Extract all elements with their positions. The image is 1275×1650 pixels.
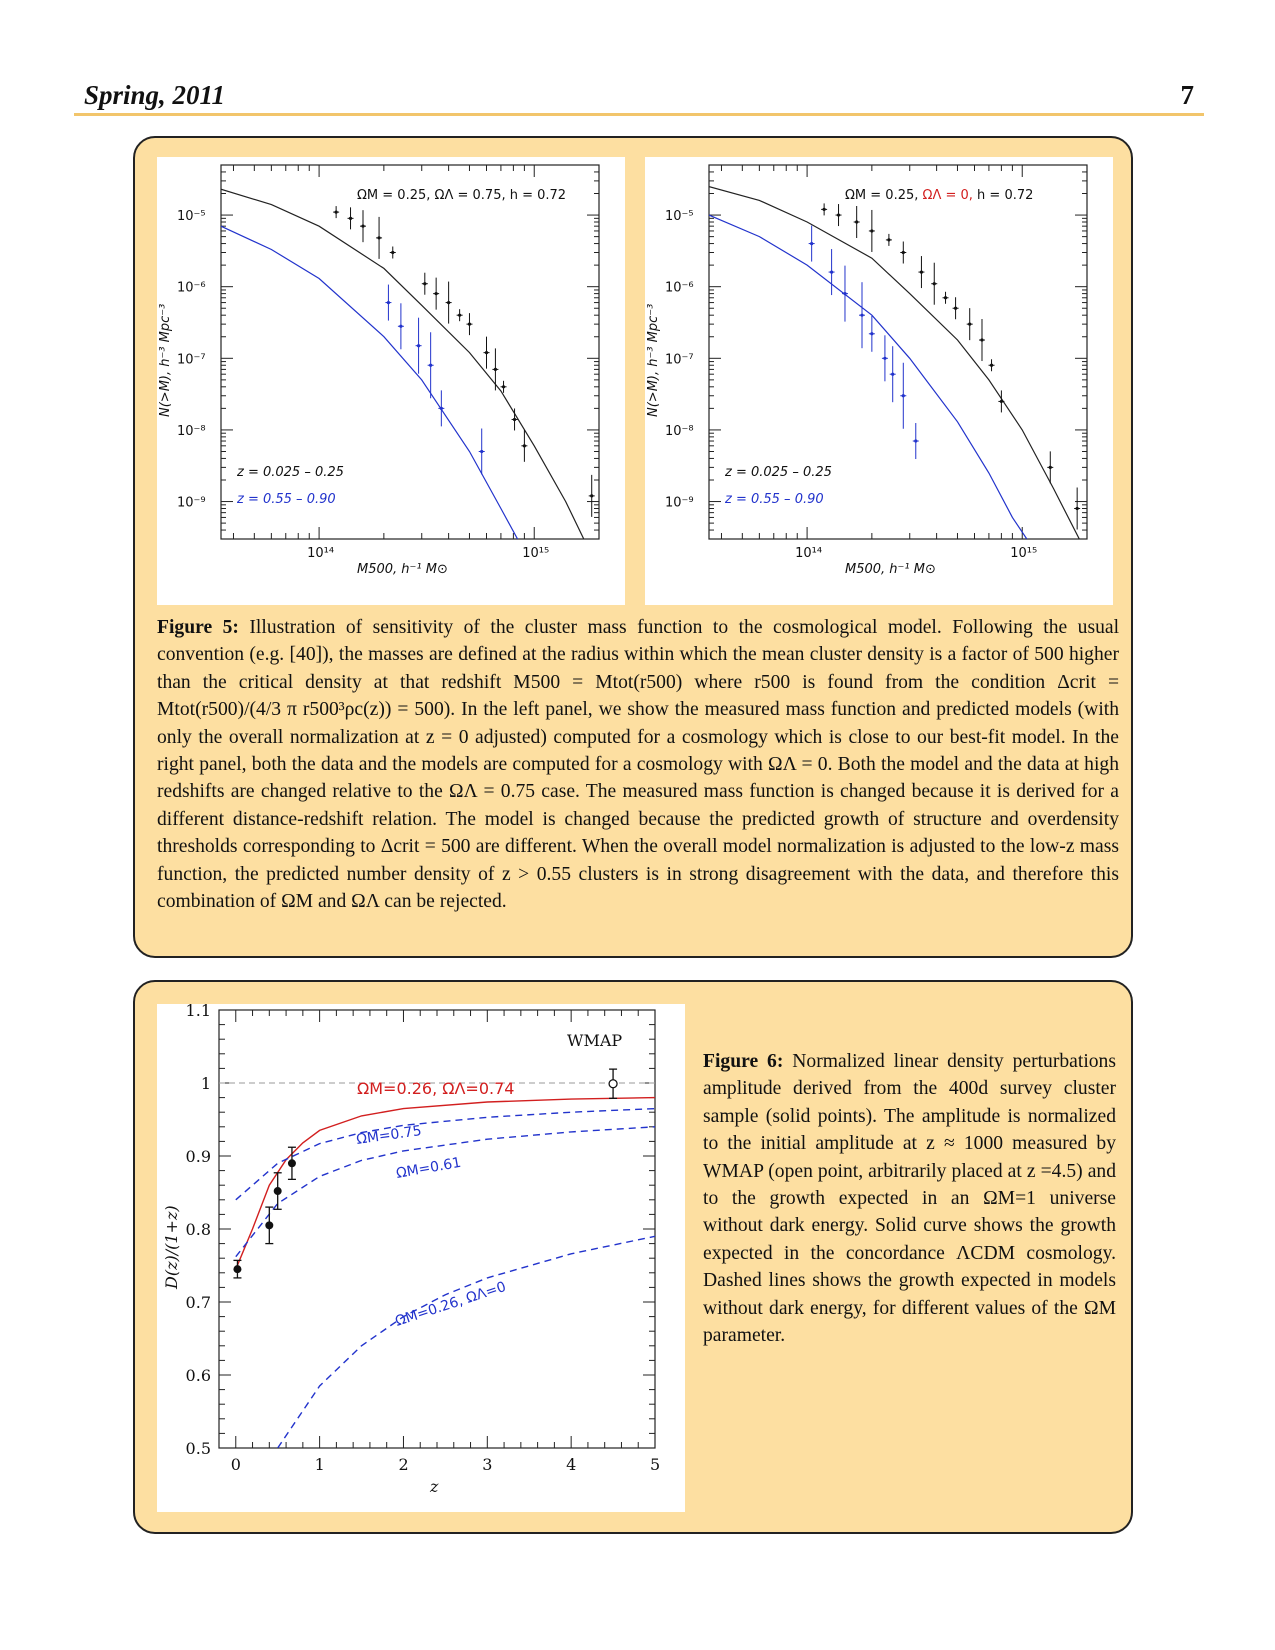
figure5-caption-label: Figure 5: xyxy=(157,617,239,638)
data-point xyxy=(377,236,380,239)
data-point xyxy=(468,323,471,326)
y-tick-label: 0.7 xyxy=(185,1293,211,1312)
title-h: h = 0.72 xyxy=(505,188,567,203)
mass-function-left-chart xyxy=(157,157,625,605)
data-point xyxy=(944,296,947,299)
header-rule xyxy=(74,113,1204,116)
x-axis-label: z xyxy=(430,1477,439,1496)
data-point xyxy=(494,368,497,371)
x-tick-label: 2 xyxy=(398,1455,409,1474)
wmap-point xyxy=(609,1080,617,1088)
legend-high-z: z = 0.55 – 0.90 xyxy=(237,492,336,507)
title-omega-lambda: ΩΛ = 0.75, xyxy=(434,188,506,203)
y-tick-label: 0.5 xyxy=(185,1439,211,1458)
y-tick-label: 10⁻⁵ xyxy=(665,209,694,225)
y-axis-label: D(z)/(1+z) xyxy=(162,1205,181,1289)
data-point xyxy=(447,301,450,304)
y-tick-label: 10⁻⁵ xyxy=(177,209,206,225)
label-om075: ΩM=0.75 xyxy=(355,1122,423,1148)
x-tick-label: 0 xyxy=(230,1455,241,1474)
figure5-caption xyxy=(157,614,1119,915)
journal-issue-title: Spring, 2011 xyxy=(84,80,226,110)
data-point xyxy=(837,213,840,216)
data-point xyxy=(435,292,438,295)
x-tick-label: 10¹⁵ xyxy=(1010,546,1038,561)
y-tick-label: 10⁻⁹ xyxy=(665,495,694,511)
title-omega-lambda: ΩΛ = 0, xyxy=(922,188,973,203)
data-point xyxy=(823,208,826,211)
data-point xyxy=(887,238,890,241)
x-tick-label: 3 xyxy=(482,1455,493,1474)
figure6-caption-label: Figure 6: xyxy=(703,1051,784,1072)
data-point xyxy=(954,307,957,310)
growth-curve-0 xyxy=(236,1098,655,1270)
mass-function-right-chart xyxy=(645,157,1113,605)
figure6-panel xyxy=(157,1004,685,1512)
data-point xyxy=(1076,507,1079,510)
data-point xyxy=(233,1265,241,1273)
x-tick-label: 10¹⁴ xyxy=(795,546,823,561)
growth-factor-chart xyxy=(157,1004,685,1512)
y-tick-label: 10⁻⁶ xyxy=(177,280,206,296)
x-tick-label: 10¹⁴ xyxy=(307,546,335,561)
data-point xyxy=(1000,400,1003,403)
panel-title xyxy=(357,188,566,203)
data-point xyxy=(860,314,863,317)
title-h: h = 0.72 xyxy=(972,188,1034,203)
data-point xyxy=(870,332,873,335)
data-point xyxy=(968,323,971,326)
data-point xyxy=(933,282,936,285)
y-tick-label: 10⁻⁸ xyxy=(665,423,694,439)
data-point xyxy=(399,325,402,328)
data-point xyxy=(423,282,426,285)
data-point xyxy=(361,225,364,228)
figure5-right-panel xyxy=(645,157,1113,605)
data-point xyxy=(458,314,461,317)
plot-frame xyxy=(219,1010,655,1448)
y-axis-label: N(>M), h⁻³ Mpc⁻³ xyxy=(646,303,661,417)
y-tick-label: 1.1 xyxy=(185,1004,211,1020)
page-header xyxy=(74,76,1204,118)
data-point xyxy=(980,338,983,341)
x-tick-label: 4 xyxy=(566,1455,577,1474)
y-tick-label: 10⁻⁹ xyxy=(177,495,206,511)
data-point xyxy=(288,1159,296,1167)
x-axis-label: M500, h⁻¹ M⊙ xyxy=(357,562,448,577)
y-tick-label: 10⁻⁷ xyxy=(665,352,694,368)
legend-high-z: z = 0.55 – 0.90 xyxy=(725,492,824,507)
label-om026-ol0: ΩM=0.26, ΩΛ=0 xyxy=(393,1278,509,1330)
figure5-left-panel xyxy=(157,157,625,605)
data-point xyxy=(891,373,894,376)
data-point xyxy=(335,210,338,213)
plot-frame xyxy=(221,165,599,539)
data-point xyxy=(1049,466,1052,469)
y-tick-label: 0.6 xyxy=(185,1366,211,1385)
label-om061: ΩM=0.61 xyxy=(394,1154,463,1182)
growth-curve-3 xyxy=(278,1236,655,1448)
data-point xyxy=(920,270,923,273)
y-tick-label: 1 xyxy=(200,1074,211,1093)
data-point xyxy=(265,1221,273,1229)
y-tick-label: 10⁻⁸ xyxy=(177,423,206,439)
data-point xyxy=(870,229,873,232)
model-curve-1 xyxy=(709,215,1027,539)
x-axis-label: M500, h⁻¹ M⊙ xyxy=(845,562,936,577)
data-point xyxy=(417,344,420,347)
data-point xyxy=(440,407,443,410)
wmap-label: WMAP xyxy=(567,1031,623,1050)
legend-low-z: z = 0.025 – 0.25 xyxy=(237,465,344,480)
plot-frame xyxy=(709,165,1087,539)
data-point xyxy=(387,301,390,304)
data-point xyxy=(523,444,526,447)
y-tick-label: 0.8 xyxy=(185,1220,211,1239)
data-point xyxy=(349,217,352,220)
data-point xyxy=(480,450,483,453)
label-lcdm: ΩM=0.26, ΩΛ=0.74 xyxy=(357,1079,515,1098)
x-tick-label: 5 xyxy=(650,1455,661,1474)
legend-low-z: z = 0.025 – 0.25 xyxy=(725,465,832,480)
data-point xyxy=(502,385,505,388)
y-tick-label: 10⁻⁶ xyxy=(665,280,694,296)
data-point xyxy=(391,251,394,254)
data-point xyxy=(914,439,917,442)
title-omega-m: ΩM = 0.25, xyxy=(357,188,435,203)
data-point xyxy=(274,1187,282,1195)
figure5-caption-text: Illustration of sensitivity of the cluster mass function to the cosmological model. Following the usual convention (e.g. [40]), the masses are defined at the radius within which the mean cluster density is a factor of 500 higher than the critical density at that redshift M500 = Mtot(r500) where r500 is found from the condition Δcrit = Mtot(r500)/(4/3 π r500³ρc(z)) = 500). In the left panel, we show the measured mass function and predicted models (with only the overall normalization at z = 0 adjusted) computed for a cosmology which is close to our best-fit model. In the right panel, both the data and the models are computed for a cosmology with ΩΛ = 0. Both the model and the data at high redshifts are changed relative to the ΩΛ = 0.75 case. The measured mass function is changed because it is derived for a different distance-redshift relation. The model is changed because the predicted growth of structure and overdensity thresholds corresponding to Δcrit = 500 are different. When the overall model normalization is adjusted to the low-z mass function, the predicted number density of z > 0.55 clusters is in strong disagreement with the data, and therefore this combination of ΩM and ΩΛ can be rejected. xyxy=(157,617,1120,913)
x-tick-label: 10¹⁵ xyxy=(522,546,550,561)
data-point xyxy=(902,394,905,397)
y-tick-label: 0.9 xyxy=(185,1147,211,1166)
data-point xyxy=(429,364,432,367)
data-point xyxy=(902,251,905,254)
data-point xyxy=(513,418,516,421)
figure6-caption-text: Normalized linear density perturbations amplitude derived from the 400d survey cluster sample (solid points). The amplitude is normalized to the initial amplitude at z ≈ 1000 measured by WMAP (open point, arbitrarily placed at z =4.5) and to the growth expected in an ΩM=1 universe without dark energy. Solid curve shows the growth expected in the concordance ΛCDM cosmology. Dashed lines shows the growth expected in models without dark energy, for different values of the ΩM parameter. xyxy=(703,1051,1116,1347)
data-point xyxy=(843,292,846,295)
panel-title xyxy=(845,188,1033,203)
data-point xyxy=(990,364,993,367)
y-axis-label: N(>M), h⁻³ Mpc⁻³ xyxy=(158,303,173,417)
data-point xyxy=(855,220,858,223)
data-point xyxy=(830,270,833,273)
growth-curve-1 xyxy=(236,1109,655,1200)
data-point xyxy=(810,242,813,245)
data-point xyxy=(590,494,593,497)
data-point xyxy=(485,351,488,354)
page-number: 7 xyxy=(1180,80,1194,110)
y-tick-label: 10⁻⁷ xyxy=(177,352,206,368)
x-tick-label: 1 xyxy=(314,1455,325,1474)
figure6-caption xyxy=(703,1048,1116,1349)
title-omega-m: ΩM = 0.25, xyxy=(845,188,923,203)
data-point xyxy=(883,357,886,360)
